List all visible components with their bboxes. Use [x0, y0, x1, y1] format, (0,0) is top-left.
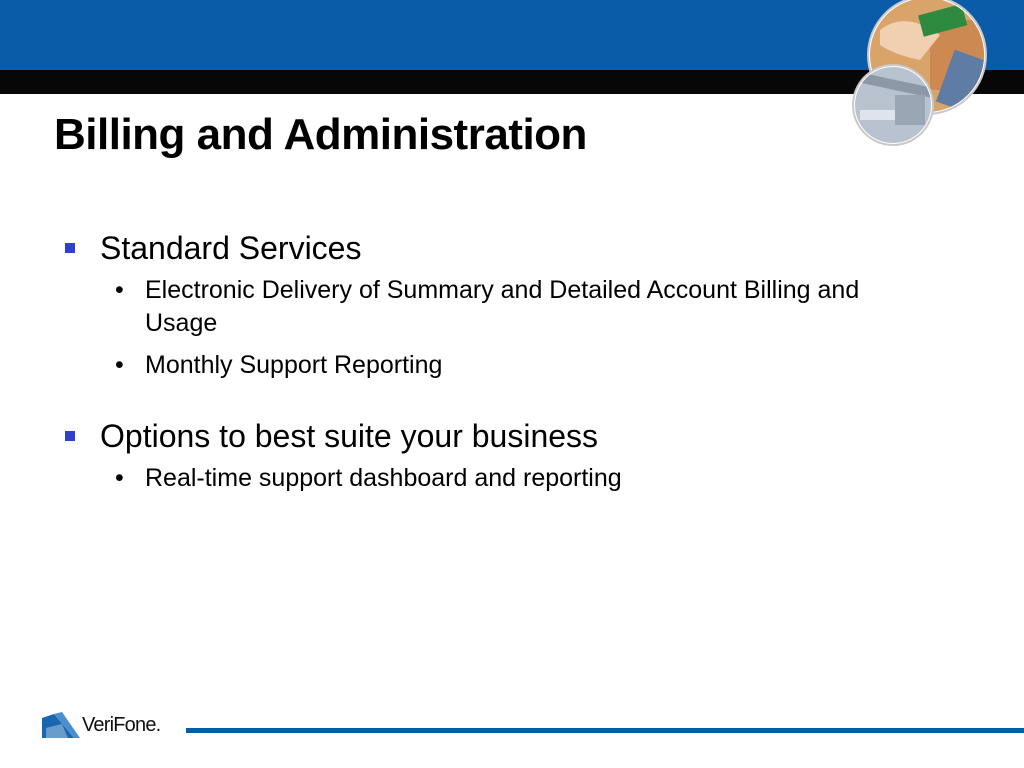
bullet-item [60, 228, 940, 268]
bullet-text: Options to best suite your business [100, 418, 599, 454]
sub-bullet-item [60, 274, 905, 340]
square-bullet-icon [65, 431, 75, 441]
dot-bullet-icon: • [115, 351, 124, 379]
slide-content [60, 228, 940, 495]
slide-title: Billing and Administration [54, 110, 587, 159]
bullet-item [60, 416, 940, 456]
sub-bullet-item [60, 462, 905, 495]
bullet-text: Standard Services [100, 230, 362, 266]
dot-bullet-icon: • [115, 464, 124, 492]
sub-bullet-item [60, 349, 905, 382]
dot-bullet-icon: • [115, 276, 124, 304]
logo-text: VeriFone. [82, 714, 161, 736]
header-photo-collage [850, 0, 1000, 150]
sub-bullet-text: Monthly Support Reporting [145, 351, 443, 379]
sub-bullet-text: Electronic Delivery of Summary and Detailed Account Billing and Usage [145, 276, 860, 337]
verifone-logo [42, 710, 182, 742]
sub-bullet-text: Real-time support dashboard and reporting [145, 464, 622, 492]
square-bullet-icon [65, 243, 75, 253]
verifone-logo-icon [42, 710, 82, 742]
footer-rule [186, 728, 1024, 733]
